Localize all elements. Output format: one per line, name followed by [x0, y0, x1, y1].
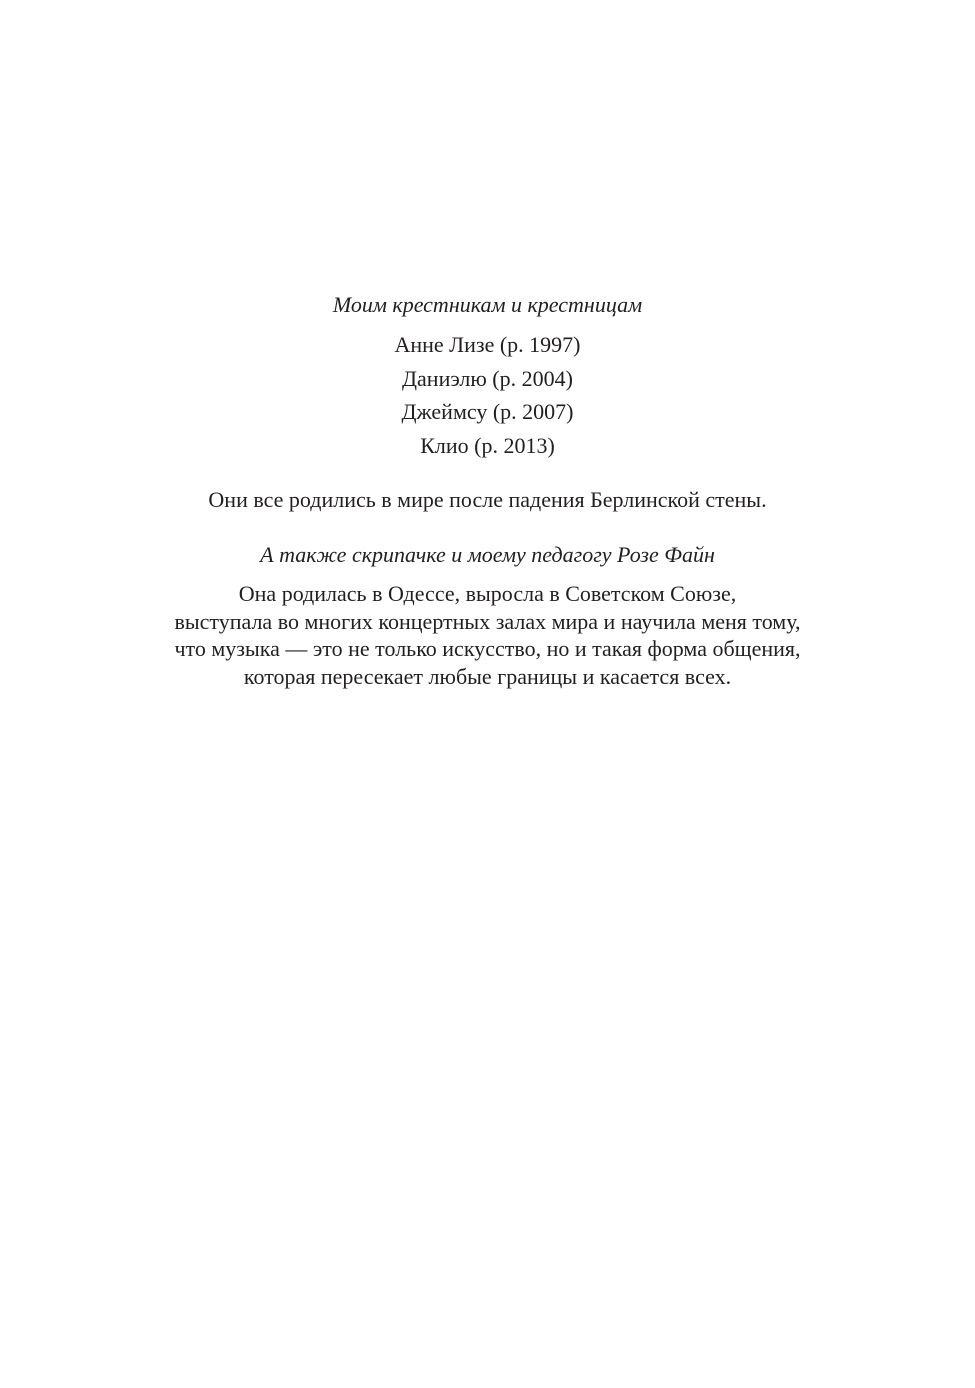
paragraph-line: Она родилась в Одессе, выросла в Советском Союзе, [238, 581, 737, 606]
teacher-dedication-heading: А также скрипачке и моему педагогу Розе Файн [260, 542, 715, 567]
godchildren-list [0, 330, 975, 464]
godchild-line: Клио (р. 2013) [420, 432, 555, 458]
godchild-line: Анне Лизе (р. 1997) [394, 332, 581, 357]
teacher-paragraph [0, 580, 975, 690]
paragraph-line: выступала во многих концертных залах мира и научила меня тому, [174, 608, 801, 634]
paragraph-line: которая пересекает любые границы и касается всех. [243, 663, 732, 689]
paragraph-line: что музыка — это не только искусство, но и такая форма общения, [174, 636, 801, 661]
berlin-wall-sentence: Они все родились в мире после падения Берлинской стены. [208, 487, 767, 512]
godchild-line: Джеймсу (р. 2007) [401, 399, 574, 424]
dedication-heading: Моим крестникам и крестницам [332, 292, 643, 317]
godchild-line: Даниэлю (р. 2004) [402, 365, 573, 391]
